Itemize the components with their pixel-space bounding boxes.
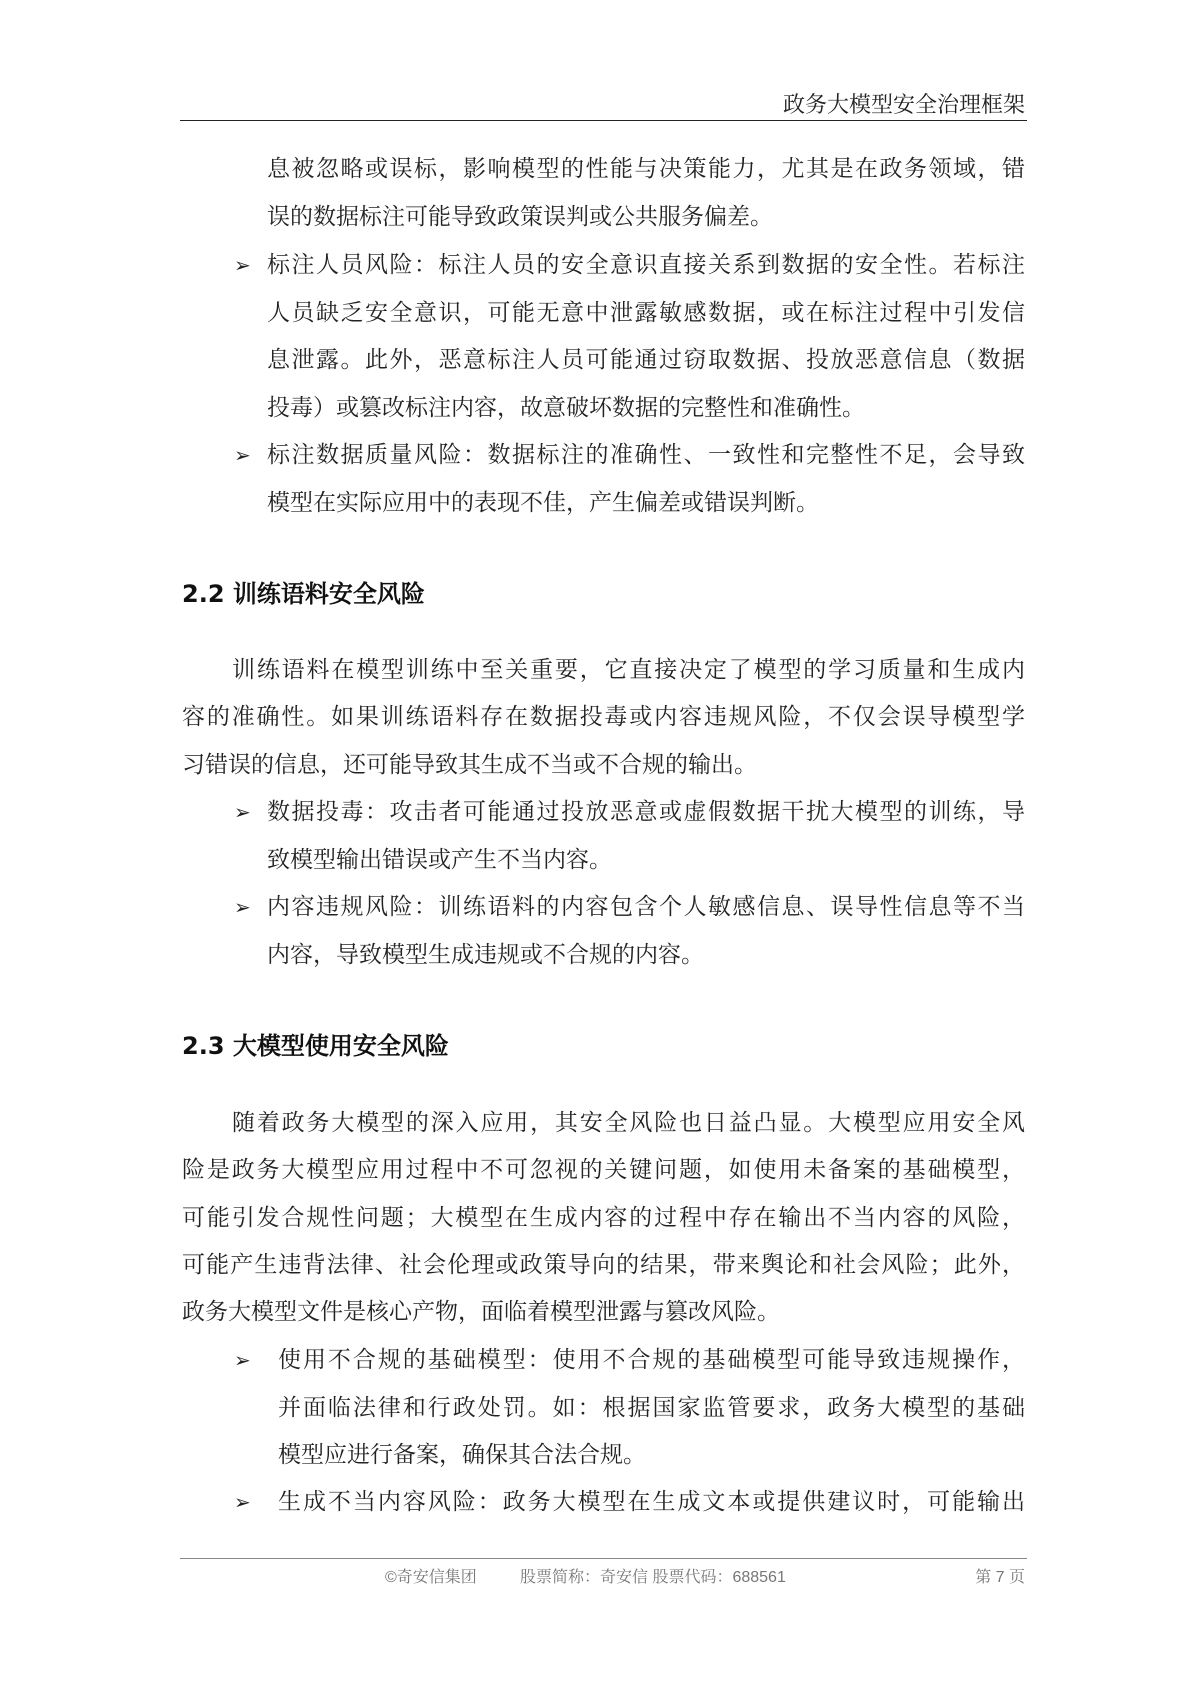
footer-stock-info: 股票简称：奇安信 股票代码：688561	[520, 1569, 786, 1586]
bullet-line: 标注数据质量风险：数据标注的准确性、一致性和完整性不足，会导致	[267, 442, 1025, 468]
bullet-arrow-icon: ➢	[234, 1490, 251, 1514]
bullet-arrow-icon: ➢	[234, 895, 251, 919]
bullet-arrow-icon: ➢	[234, 253, 251, 277]
bullet-line: 标注人员风险：标注人员的安全意识直接关系到数据的安全性。若标注	[267, 252, 1025, 278]
text-line: 误的数据标注可能导致政策误判或公共服务偏差。	[267, 204, 773, 230]
bullet-line: 致模型输出错误或产生不当内容。	[267, 847, 612, 873]
bullet-line: 息泄露。此外，恶意标注人员可能通过窃取数据、投放恶意信息（数据	[267, 347, 1025, 373]
text-line: 训练语料在模型训练中至关重要，它直接决定了模型的学习质量和生成内	[232, 657, 1025, 683]
text-line: 险是政务大模型应用过程中不可忽视的关键问题，如使用未备案的基础模型，	[182, 1157, 1025, 1183]
section-heading-2-2: 2.2 训练语料安全风险	[182, 580, 425, 608]
footer-company: ©奇安信集团	[385, 1569, 477, 1586]
section-heading-2-3: 2.3 大模型使用安全风险	[182, 1032, 449, 1060]
text-line: 习错误的信息，还可能导致其生成不当或不合规的输出。	[182, 752, 757, 778]
bullet-line: 生成不当内容风险：政务大模型在生成文本或提供建议时，可能输出	[278, 1489, 1025, 1515]
text-line: 政务大模型文件是核心产物，面临着模型泄露与篡改风险。	[182, 1299, 780, 1325]
bullet-line: 数据投毒：攻击者可能通过投放恶意或虚假数据干扰大模型的训练，导	[267, 799, 1025, 825]
bullet-arrow-icon: ➢	[234, 800, 251, 824]
text-line: 可能引发合规性问题；大模型在生成内容的过程中存在输出不当内容的风险，	[182, 1205, 1025, 1231]
text-line: 容的准确性。如果训练语料存在数据投毒或内容违规风险，不仅会误导模型学	[182, 704, 1025, 730]
bullet-line: 投毒）或篡改标注内容，故意破坏数据的完整性和准确性。	[267, 395, 865, 421]
bullet-line: 模型应进行备案，确保其合法合规。	[278, 1442, 646, 1468]
bullet-line: 内容，导致模型生成违规或不合规的内容。	[267, 942, 704, 968]
bullet-arrow-icon: ➢	[234, 443, 251, 467]
bullet-line: 内容违规风险：训练语料的内容包含个人敏感信息、误导性信息等不当	[267, 894, 1025, 920]
bullet-arrow-icon: ➢	[234, 1348, 251, 1372]
text-line: 随着政务大模型的深入应用，其安全风险也日益凸显。大模型应用安全风	[232, 1110, 1025, 1136]
text-line: 可能产生违背法律、社会伦理或政策导向的结果，带来舆论和社会风险；此外，	[182, 1252, 1025, 1278]
bullet-line: 人员缺乏安全意识，可能无意中泄露敏感数据，或在标注过程中引发信	[267, 300, 1025, 326]
header-rule	[180, 120, 1027, 121]
bullet-line: 使用不合规的基础模型：使用不合规的基础模型可能导致违规操作，	[278, 1347, 1025, 1373]
text-line: 息被忽略或误标，影响模型的性能与决策能力，尤其是在政务领域，错	[267, 156, 1025, 182]
bullet-line: 并面临法律和行政处罚。如：根据国家监管要求，政务大模型的基础	[278, 1395, 1025, 1421]
footer-page-number: 第 7 页	[975, 1569, 1025, 1586]
footer-rule	[180, 1558, 1027, 1559]
bullet-line: 模型在实际应用中的表现不佳，产生偏差或错误判断。	[267, 490, 819, 516]
running-header-title: 政务大模型安全治理框架	[782, 93, 1025, 118]
